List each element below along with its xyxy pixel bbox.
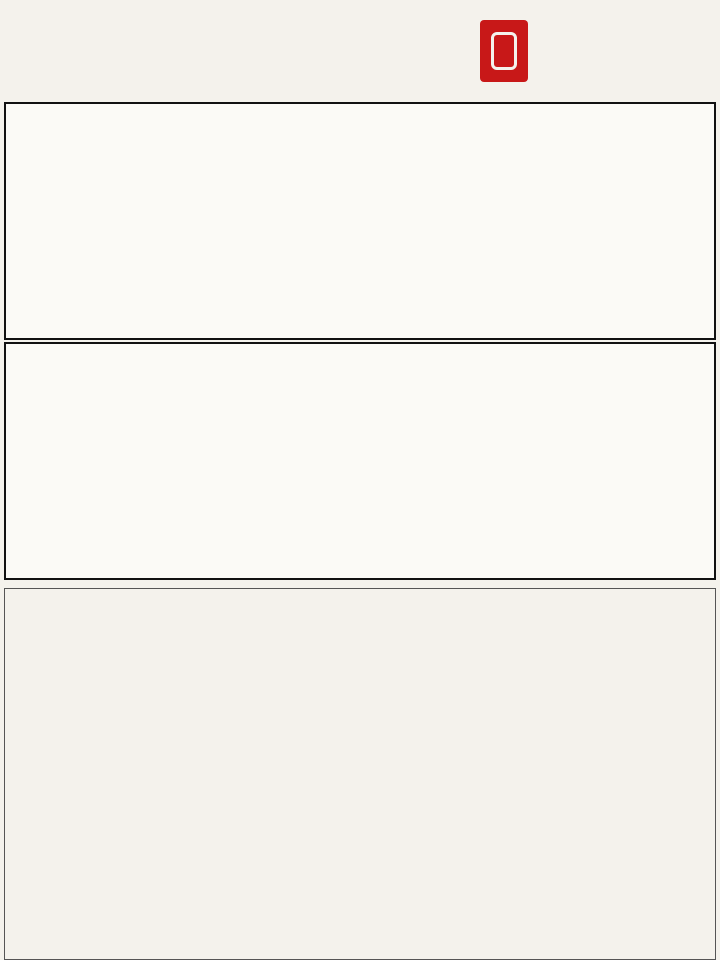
qr-code[interactable] (378, 20, 448, 90)
seal-stamp (480, 20, 528, 82)
four-pillars-table (4, 102, 716, 340)
annual-luck-table (4, 588, 716, 960)
dai-van-table (4, 342, 716, 580)
brand-logo (476, 10, 716, 82)
